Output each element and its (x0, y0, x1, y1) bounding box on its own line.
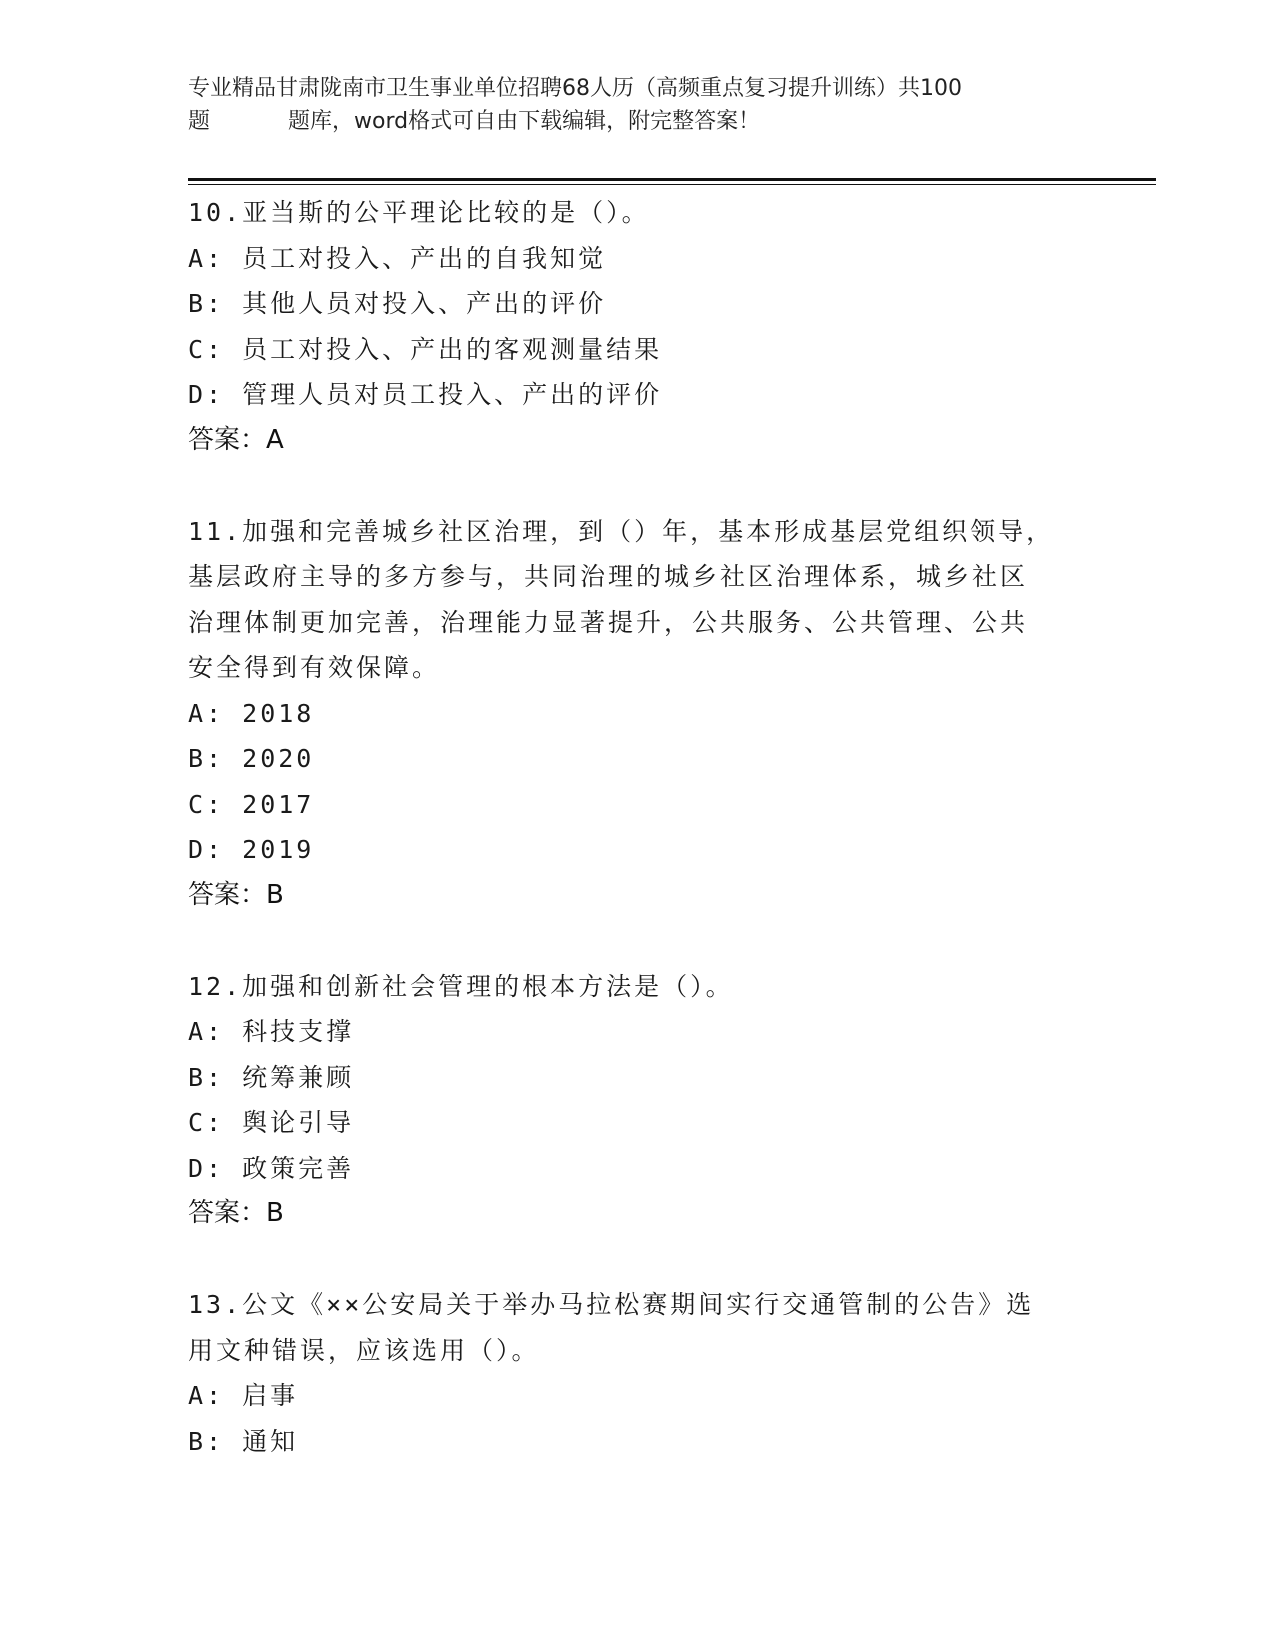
header-divider-thin (188, 184, 1156, 185)
question-text: 12.加强和创新社会管理的根本方法是（）。 (188, 971, 734, 1001)
question-11 (188, 509, 1088, 919)
header-title-line-2-rest: 题库，word格式可自由下载编辑，附完整答案！ (288, 109, 761, 134)
question-spacer (188, 1237, 1088, 1283)
question-text-line-2: 用文种错误，应该选用（）。 (188, 1335, 540, 1365)
header-title-line-2 (188, 105, 1088, 138)
question-text-line-1: 11.加强和完善城乡社区治理，到（）年，基本形成基层党组织领导， (188, 516, 1055, 546)
option-c: C: 员工对投入、产出的客观测量结果 (188, 334, 663, 364)
header-title-line-2-lead: 题 (188, 109, 211, 134)
option-d: D: 管理人员对员工投入、产出的评价 (188, 380, 663, 409)
header-title-line-1: 专业精品甘肃陇南市卫生事业单位招聘68人历（高频重点复习提升训练）共100 (188, 76, 962, 101)
answer-line: 答案：B (188, 1198, 284, 1228)
question-text-line-1: 13.公文《××公安局关于举办马拉松赛期间实行交通管制的公告》选 (188, 1290, 1035, 1319)
question-10 (188, 190, 1088, 463)
option-c: C: 2017 (188, 789, 315, 819)
header-divider-thick (188, 178, 1156, 181)
option-d: D: 政策完善 (188, 1153, 355, 1183)
question-text-line-4: 安全得到有效保障。 (188, 653, 441, 682)
question-spacer (188, 918, 1088, 964)
option-b: B: 2020 (188, 744, 315, 773)
option-c: C: 舆论引导 (188, 1108, 355, 1137)
option-b: B: 通知 (188, 1426, 299, 1456)
question-text-line-2: 基层政府主导的多方参与，共同治理的城乡社区治理体系，城乡社区 (188, 562, 1029, 591)
question-13 (188, 1282, 1088, 1464)
option-a: A: 2018 (188, 698, 315, 728)
question-12 (188, 964, 1088, 1237)
option-b: B: 统筹兼顾 (188, 1062, 355, 1092)
document-header (188, 72, 1088, 138)
answer-line: 答案：A (188, 424, 284, 455)
option-a: A: 科技支撑 (188, 1017, 355, 1046)
option-a: A: 启事 (188, 1381, 299, 1410)
option-d: D: 2019 (188, 835, 315, 864)
question-list (188, 190, 1088, 1464)
question-spacer (188, 463, 1088, 509)
option-b: B: 其他人员对投入、产出的评价 (188, 289, 607, 318)
question-text: 10.亚当斯的公平理论比较的是（）。 (188, 198, 650, 227)
answer-line: 答案：B (188, 879, 284, 910)
question-text-line-3: 治理体制更加完善，治理能力显著提升，公共服务、公共管理、公共 (188, 607, 1029, 637)
option-a: A: 员工对投入、产出的自我知觉 (188, 243, 607, 273)
